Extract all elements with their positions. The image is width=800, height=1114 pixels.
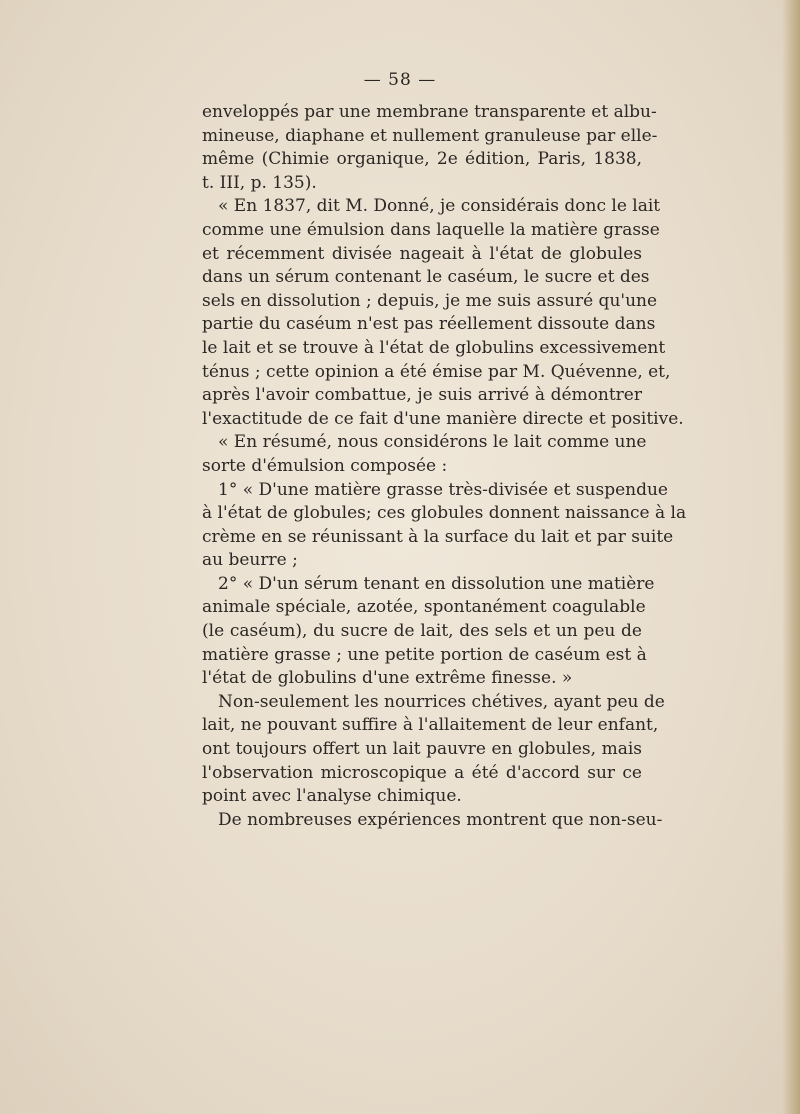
text-line: (le caséum), du sucre de lait, des sels et un peu de [202,621,642,642]
text-line: l'observation microscopique a été d'accord sur ce [202,762,642,783]
text-line: Non-seulement les nourrices chétives, ayant peu de [218,691,665,712]
text-line: point avec l'analyse chimique. [202,786,462,807]
text-line: t. III, p. 135). [202,172,317,193]
text-line: au beurre ; [202,550,298,571]
text-line: animale spéciale, azotée, spontanément coagulable [202,597,646,618]
text-line: même (Chimie organique, 2e édition, Paris, 1838, [202,149,642,170]
text-line: ont toujours offert un lait pauvre en globules, mais [202,739,642,760]
page-number: — 58 — [363,70,437,90]
text-line: comme une émulsion dans laquelle la matière grasse [202,219,660,240]
text-line: crème en se réunissant à la surface du lait et par suite [202,526,674,547]
text-line: sels en dissolution ; depuis, je me suis assuré qu'une [202,290,658,311]
text-line: après l'avoir combattue, je suis arrivé à démontrer [202,385,642,406]
text-line: De nombreuses expériences montrent que non-seu- [218,809,663,830]
text-line: et récemment divisée nageait à l'état de globules [202,243,642,264]
text-line: « En résumé, nous considérons le lait comme une [218,432,647,453]
text-line: mineuse, diaphane et nullement granuleuse par elle- [202,125,658,146]
text-line: l'état de globulins d'une extrême finesse. » [202,668,573,689]
text-line: matière grasse ; une petite portion de caséum est à [202,644,647,665]
text-line: le lait et se trouve à l'état de globulins excessivement [202,337,666,358]
text-line: 2° « D'un sérum tenant en dissolution une matière [218,573,655,594]
text-line: dans un sérum contenant le caséum, le sucre et des [202,267,650,288]
text-line: partie du caséum n'est pas réellement dissoute dans [202,314,656,335]
body-text [202,101,687,832]
text-line: 1° « D'une matière grasse très-divisée et suspendue [218,479,668,500]
text-line: à l'état de globules; ces globules donnent naissance à la [202,503,687,524]
text-line: lait, ne pouvant suffire à l'allaitement de leur enfant, [202,715,659,736]
text-line: sorte d'émulsion composée : [202,455,448,476]
text-line: ténus ; cette opinion a été émise par M. Quévenne, et, [202,361,671,382]
page-edge-shadow [782,0,800,1114]
text-line: l'exactitude de ce fait d'une manière directe et positive. [202,408,684,429]
text-line: « En 1837, dit M. Donné, je considérais donc le lait [218,196,661,217]
text-line: enveloppés par une membrane transparente et albu- [202,102,657,122]
